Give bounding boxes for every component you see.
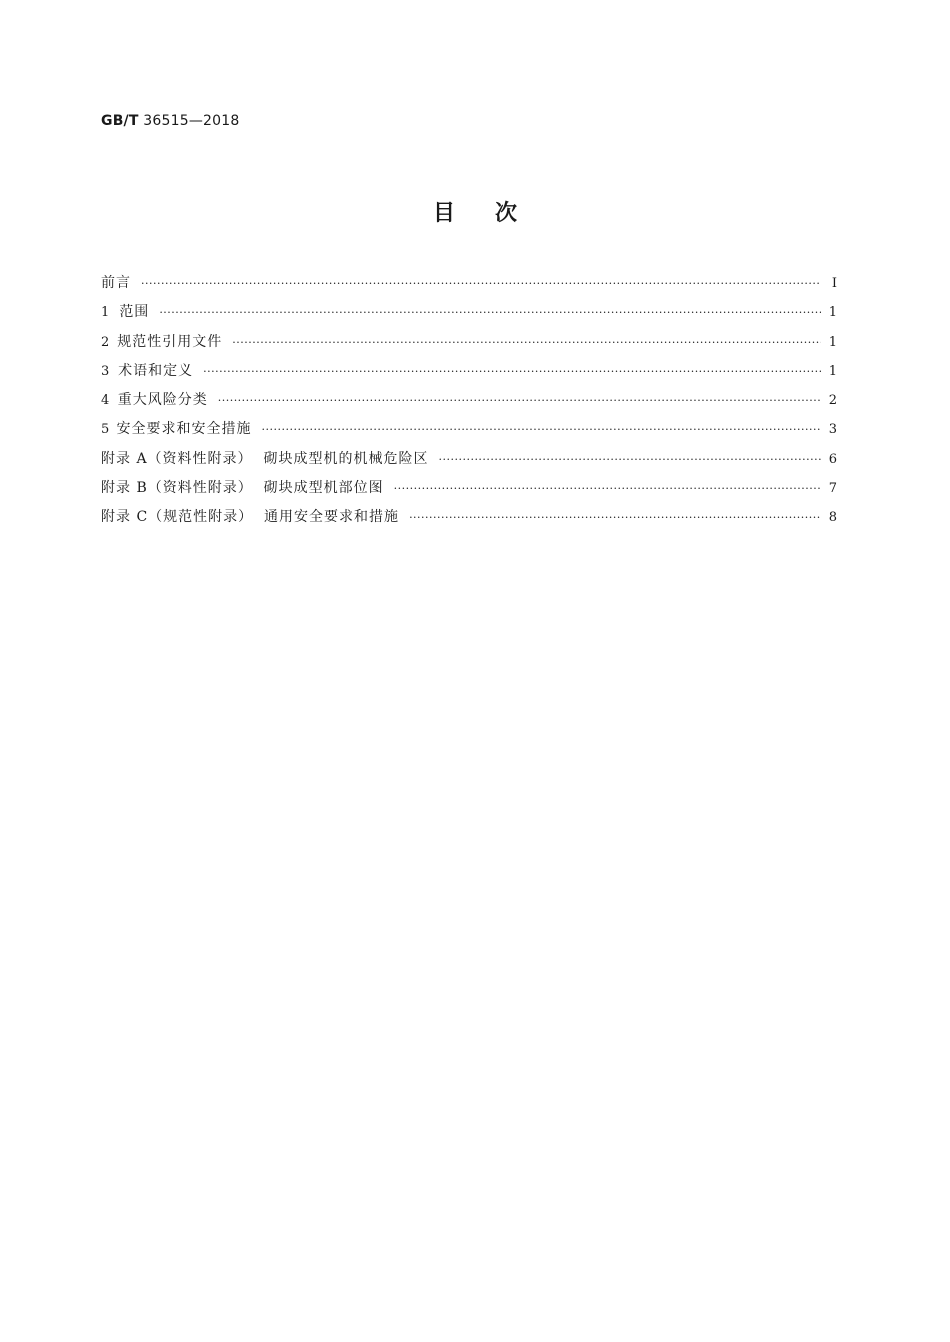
toc-entry-label: 前言 (101, 275, 131, 291)
toc-leader-dots (203, 365, 821, 378)
standard-number: 36515—2018 (143, 113, 240, 129)
toc-entry-label: 附录 C（规范性附录） 通用安全要求和措施 (101, 509, 400, 526)
toc-entry-hazard-classification[interactable] (101, 389, 837, 418)
toc-entry-terms-definitions[interactable] (101, 360, 837, 389)
toc-leader-dots (232, 336, 821, 349)
standard-prefix: GB/T (101, 113, 139, 129)
toc-entry-foreword[interactable] (101, 272, 837, 301)
toc-leader-dots (218, 394, 821, 407)
toc-page-number: Ⅰ (831, 276, 837, 291)
toc-page-number: 7 (828, 481, 837, 497)
toc-leader-dots (438, 453, 821, 466)
toc-page-number: 8 (828, 510, 837, 526)
toc-leader-dots (409, 511, 821, 524)
toc-entry-safety-requirements[interactable] (101, 418, 837, 447)
toc-page-number: 1 (828, 334, 837, 350)
toc-entry-label: 范围 (119, 304, 150, 321)
toc-entry-number: 4 (101, 393, 110, 409)
toc-entry-number: 5 (101, 422, 110, 438)
toc-entry-normative-references[interactable] (101, 331, 837, 360)
toc-entry-label: 术语和定义 (118, 362, 194, 379)
toc-entry-label: 安全要求和安全措施 (116, 421, 252, 438)
toc-page-number: 1 (828, 363, 837, 379)
toc-entry-number: 1 (101, 305, 110, 321)
toc-page-number: 3 (828, 422, 837, 438)
toc-page-number: 2 (828, 393, 837, 409)
standard-code (101, 113, 239, 129)
toc-leader-dots (141, 277, 821, 290)
toc-leader-dots (159, 306, 821, 319)
toc-entry-annex-c[interactable] (101, 506, 837, 535)
toc-leader-dots (261, 423, 821, 436)
toc-entry-number: 2 (101, 334, 110, 350)
toc-page-number: 1 (828, 305, 837, 321)
toc-entry-annex-b[interactable] (101, 477, 837, 506)
toc-entry-label: 附录 A（资料性附录） 砌块成型机的机械危险区 (101, 450, 429, 467)
toc-entry-label: 重大风险分类 (117, 392, 208, 409)
table-of-contents (101, 272, 837, 536)
toc-entry-annex-a[interactable] (101, 448, 837, 477)
toc-entry-label: 附录 B（资料性附录） 砌块成型机部位图 (101, 480, 384, 497)
toc-entry-number: 3 (101, 363, 110, 379)
toc-entry-label: 规范性引用文件 (117, 333, 223, 350)
toc-leader-dots (394, 482, 821, 495)
toc-page-number: 6 (828, 451, 837, 467)
toc-entry-scope[interactable] (101, 301, 837, 330)
toc-title: 目次 (432, 201, 557, 226)
